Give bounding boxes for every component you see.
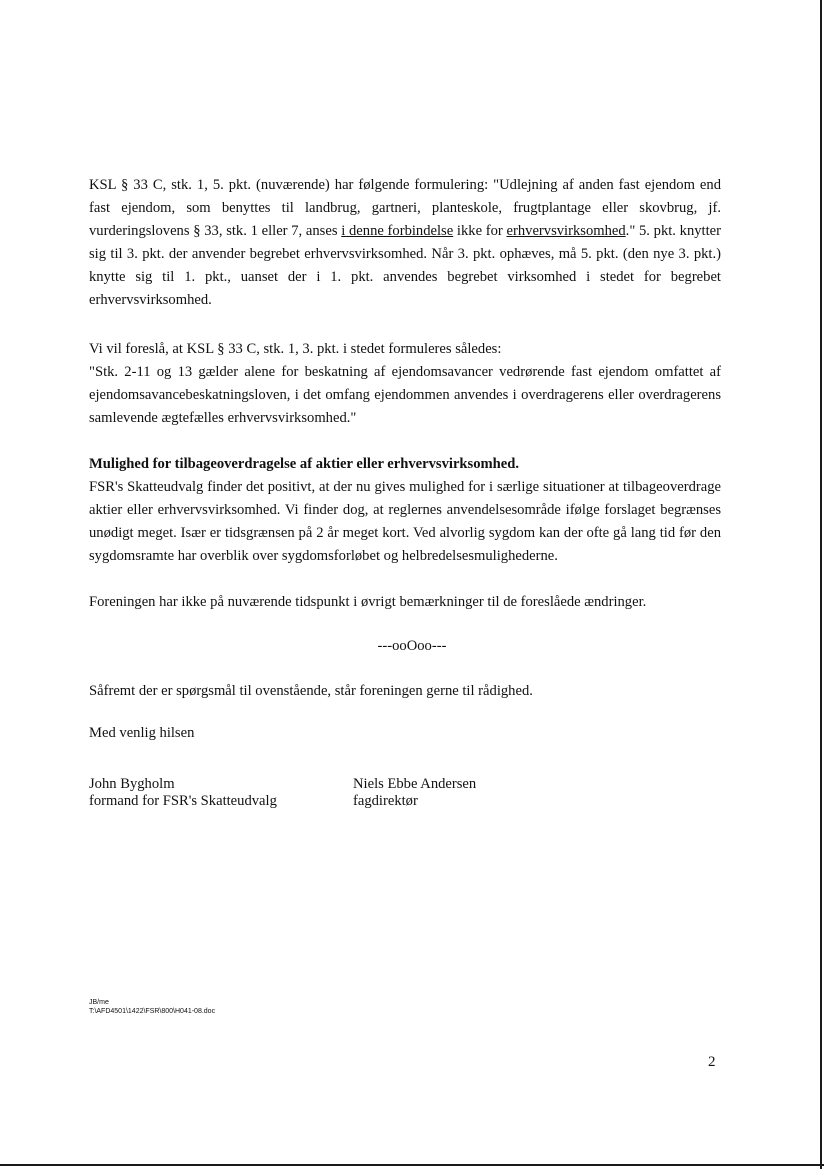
signature-left: [89, 776, 277, 810]
signature-right-name: Niels Ebbe Andersen: [353, 776, 477, 792]
para1-text-b: ikke for: [453, 223, 507, 239]
signature-right-title: fagdirektør: [353, 793, 418, 809]
signature-left-title: formand for FSR's Skatteudvalg: [89, 793, 277, 809]
paragraph-bemaerkninger: Foreningen har ikke på nuværende tidspunkt i øvrigt bemærkninger til de foreslåede ændringer.: [89, 594, 647, 610]
closing-greeting: Med venlig hilsen: [89, 725, 195, 741]
separator: ---ooOoo---: [377, 638, 447, 654]
section-tilbageoverdragelse: [89, 453, 721, 568]
para1-text-c: ." 5. pkt. knytter sig til 3. pkt. der anvender begrebet erhvervsvirksomhed. Når 3. pkt. ophæves, må 5. pkt. (den nye 3. pkt.) knytte sig til 1. pkt., uanset der i 1. pkt. anvendes begrebet virksomhed i stedet for begrebet erhvervsvirksomhed.: [89, 223, 721, 308]
footer-reference: [89, 998, 215, 1016]
paragraph-ksl-formulering: [89, 174, 721, 312]
proposal-quote: "Stk. 2-11 og 13 gælder alene for beskatning af ejendomsavancer vedrørende fast ejendom omfattet af ejendomsavancebeskatningsloven, i det omfang ejendommen anvendes i overdragerens eller overdragerens samlevende ægtefælles erhvervsvirksomhed.": [89, 364, 721, 426]
signature-right: [353, 776, 476, 810]
scan-border-right: [820, 0, 822, 1169]
underlined-phrase-erhvervsvirksomhed: erhvervsvirksomhed: [506, 223, 626, 239]
underlined-phrase-forbindelse: i denne forbindelse: [341, 223, 454, 239]
para1-text-a: KSL § 33 C, stk. 1, 5. pkt. (nuværende) har følgende formulering: "Udlejning af anden fast ejendom end fast ejendom, som benyttes til landbrug, gartneri, planteskole, frugtplantage eller skovbrug, jf. vurderingslovens § 33, stk. 1 eller 7, anses: [89, 177, 721, 239]
signature-left-name: John Bygholm: [89, 776, 175, 792]
section-text: FSR's Skatteudvalg finder det positivt, at der nu gives mulighed for i særlige situationer at tilbageoverdrage aktier eller erhvervsvirksomhed. Vi finder dog, at reglernes anvendelsesområde ifølge forslaget begrænses unødigt meget. Især er tidsgrænsen på 2 år meget kort. Ved alvorlig sygdom kan der ofte gå lang tid før den sygdomsramte har overblik over sygdomsforløbet og helbredelsesmulighederne.: [89, 479, 721, 564]
footer-file-path: T:\AFD4501\1422\FSR\800\H041-08.doc: [89, 1008, 216, 1015]
page-number: 2: [708, 1054, 716, 1070]
paragraph-forslag: [89, 338, 721, 430]
closing-question: Såfremt der er spørgsmål til ovenstående, står foreningen gerne til rådighed.: [89, 683, 533, 699]
footer-initials: JB/me: [89, 999, 109, 1006]
section-heading: Mulighed for tilbageoverdragelse af aktier eller erhvervsvirksomhed.: [89, 456, 520, 472]
proposal-intro: Vi vil foreslå, at KSL § 33 C, stk. 1, 3. pkt. i stedet formuleres således:: [89, 341, 502, 357]
scan-border-bottom: [0, 1164, 824, 1166]
